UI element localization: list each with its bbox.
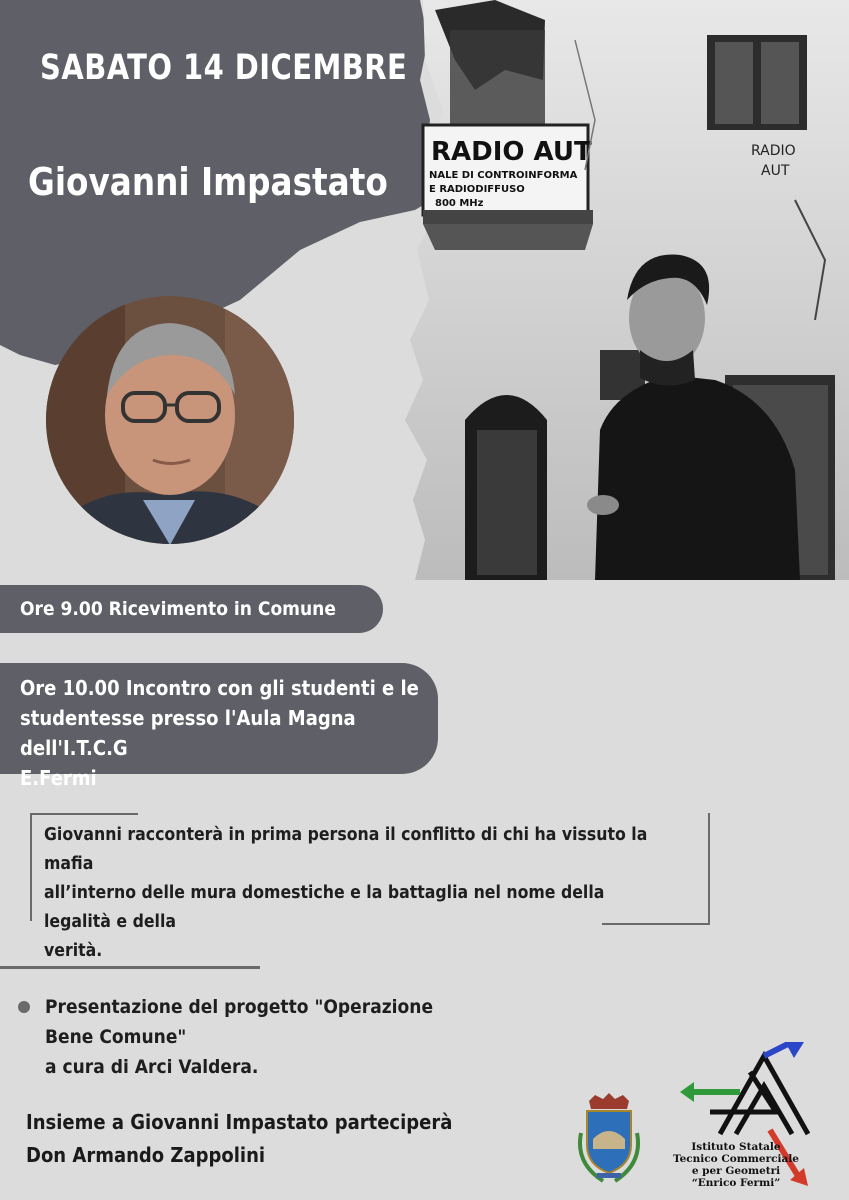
- participants-line-2: Don Armando Zappolini: [26, 1143, 266, 1167]
- section-divider: [0, 966, 260, 969]
- sign-line-4: 800 MHz: [435, 198, 484, 209]
- event-date: SABATO 14 DICEMBRE: [40, 48, 408, 88]
- schedule-item-2-line1: Ore 10.00 Incontro con gli studenti e le: [20, 676, 419, 700]
- quote-line-3: verità.: [44, 941, 103, 961]
- presentation-line-2: Bene Comune": [45, 1026, 187, 1048]
- school-name: [666, 1141, 806, 1189]
- presentation-line-3: a cura di Arci Valdera.: [45, 1056, 259, 1078]
- wall-graffiti-2: AUT: [761, 163, 790, 179]
- school-line-4: “Enrico Fermi”: [691, 1177, 781, 1189]
- quote-line-2: all’interno delle mura domestiche e la battaglia nel nome della legalità e della: [44, 883, 605, 932]
- guest-name: Giovanni Impastato: [28, 160, 388, 204]
- participants-line-1: Insieme a Giovanni Impastato parteciperà: [26, 1110, 453, 1134]
- municipal-crest-icon: [573, 1093, 645, 1185]
- quote-line-1: Giovanni racconterà in prima persona il conflitto di chi ha vissuto la mafia: [44, 825, 648, 874]
- sign-line-2: NALE DI CONTROINFORMA: [429, 170, 578, 181]
- schedule-item-meeting: [0, 663, 438, 790]
- sign-line-3: E RADIODIFFUSO: [429, 184, 525, 195]
- school-line-3: e per Geometri: [691, 1165, 781, 1177]
- quote-corner-left: [30, 813, 32, 921]
- participants-text: [26, 1106, 453, 1172]
- quote-corner-top: [30, 813, 138, 815]
- historic-photo: [395, 0, 849, 580]
- guest-portrait: [45, 295, 295, 545]
- quote-text: [44, 821, 674, 966]
- schedule-item-2-line2: studentesse presso l'Aula Magna dell'I.T.C.G: [20, 706, 356, 760]
- schedule-item-1-text: Ore 9.00 Ricevimento in Comune: [20, 598, 336, 620]
- schedule-item-reception: [0, 585, 383, 633]
- quote-box: [30, 813, 710, 961]
- school-line-1: Istituto Statale: [691, 1141, 781, 1153]
- quote-corner-right: [708, 813, 710, 925]
- sign-line-1: RADIO AUT: [431, 137, 592, 167]
- presentation-text: [45, 992, 434, 1082]
- schedule-item-2-line3: E.Fermi: [20, 766, 97, 790]
- presentation-line-1: Presentazione del progetto "Operazione: [45, 996, 434, 1018]
- wall-graffiti-1: RADIO: [751, 143, 796, 159]
- bullet-icon: [18, 1001, 30, 1013]
- school-line-2: Tecnico Commerciale: [672, 1153, 799, 1165]
